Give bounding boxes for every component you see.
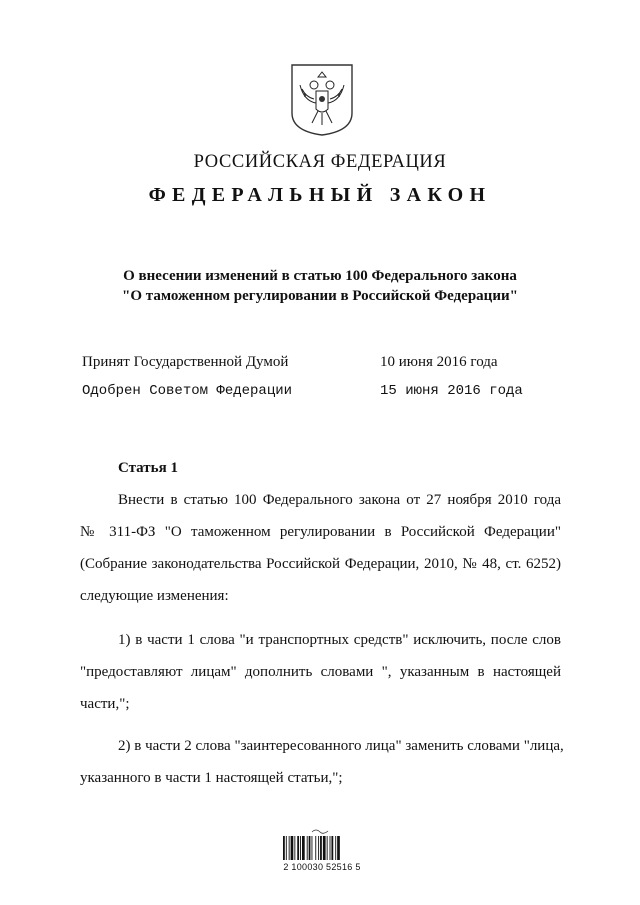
paragraph-line: указанного в части 1 настоящей статьи,"; (80, 770, 343, 786)
duma-adoption-date: 10 июня 2016 года (380, 354, 498, 370)
law-title (0, 266, 640, 306)
paragraph-line: № 311-ФЗ "О таможенном регулировании в Российской Федерации" (80, 524, 561, 540)
document-barcode (282, 828, 362, 880)
paragraph-line: Внести в статью 100 Федерального закона от 27 ноября 2010 года (118, 492, 561, 508)
paragraph-line: 2) в части 2 слова "заинтересованного лица" заменить словами "лица, (118, 738, 564, 754)
duma-adoption-label: Принят Государственной Думой (82, 354, 289, 370)
council-approval-label: Одобрен Советом Федерации (82, 383, 293, 399)
article-item-1 (80, 624, 561, 720)
paragraph-line: "предоставляют лицам" дополнить словами ", указанным в настоящей (80, 664, 561, 680)
paragraph-line: 1) в части 1 слова "и транспортных средств" исключить, после слов (118, 632, 561, 648)
law-title-line: "О таможенном регулировании в Российской Федерации" (122, 288, 518, 304)
paragraph-line: следующие изменения: (80, 588, 229, 604)
article-intro-paragraph (80, 484, 561, 612)
law-type-heading: ФЕДЕРАЛЬНЫЙ ЗАКОН (148, 184, 492, 206)
article-heading: Статья 1 (118, 460, 178, 476)
paragraph-line: (Собрание законодательства Российской Федерации, 2010, № 48, ст. 6252) (80, 556, 561, 572)
article-item-2 (80, 730, 564, 794)
country-name: РОССИЙСКАЯ ФЕДЕРАЦИЯ (193, 152, 447, 172)
coat-of-arms-emblem (290, 63, 354, 137)
paragraph-line: части,"; (80, 696, 130, 712)
council-approval-date: 15 июня 2016 года (380, 383, 523, 399)
barcode-number: 2 100030 52516 5 (283, 862, 361, 872)
law-title-line: О внесении изменений в статью 100 Федерального закона (123, 268, 517, 284)
